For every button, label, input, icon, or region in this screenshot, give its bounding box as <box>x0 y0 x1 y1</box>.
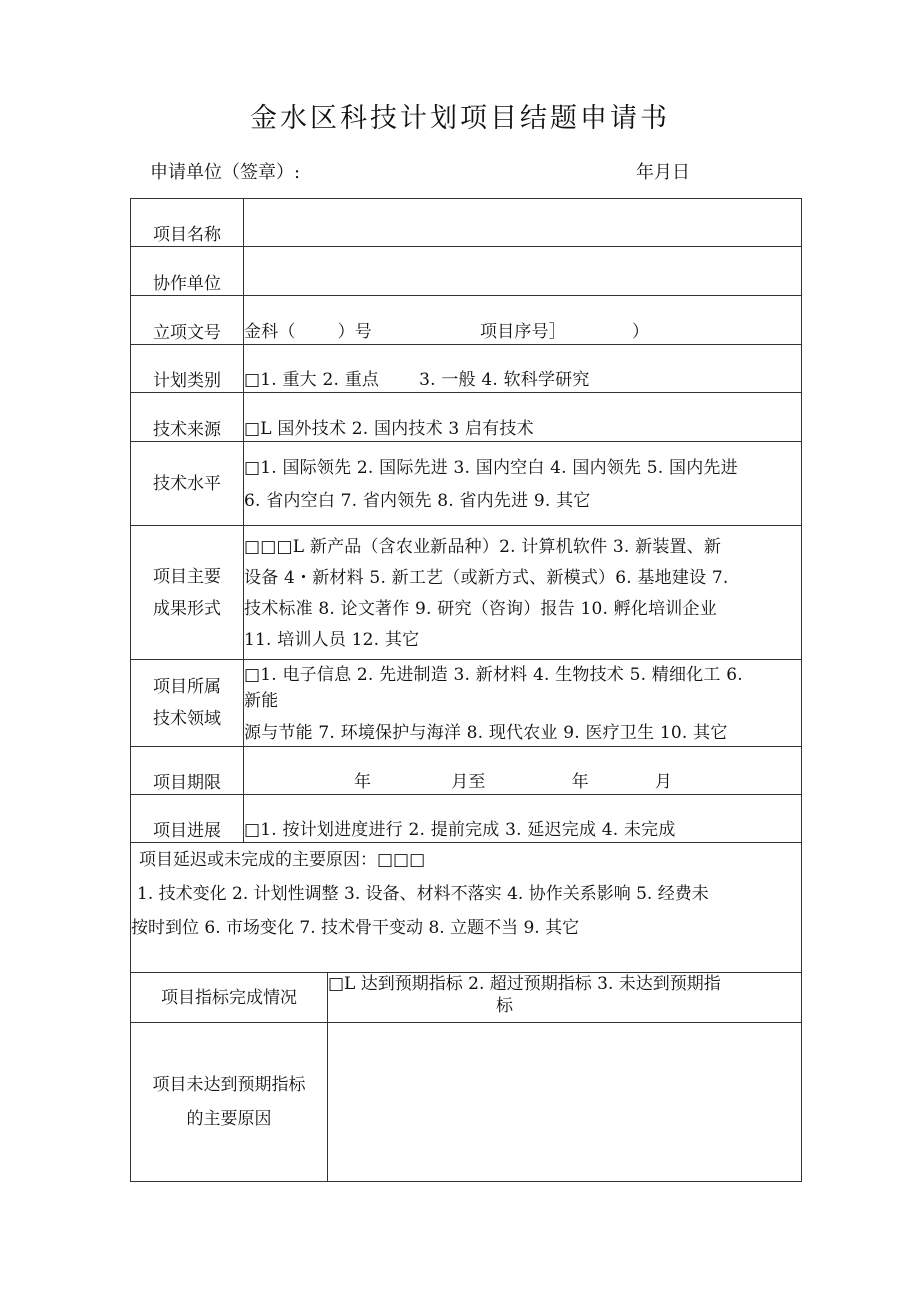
label-project-name: 项目名称 <box>131 199 244 247</box>
field-tech-field[interactable] <box>244 660 802 747</box>
label-indicator: 项目指标完成情况 <box>131 973 328 1023</box>
main-results-line4: 11. 培训人员 12. 其它 <box>244 630 420 650</box>
row-main-results <box>131 526 802 660</box>
label-unmet-reason <box>131 1023 328 1182</box>
row-tech-field <box>131 660 802 747</box>
label-approval-no: 立项文号 <box>131 296 244 345</box>
field-plan-category[interactable]: □1. 重大 2. 重点 3. 一般 4. 软科学研究 <box>244 345 802 393</box>
tech-field-label-2: 技术领域 <box>153 709 221 729</box>
period-month2: 月 <box>654 772 673 792</box>
row-plan-category <box>131 345 802 393</box>
row-indicator <box>131 973 802 1023</box>
delay-reason-line2: 按时到位 6. 市场变化 7. 技术骨干变动 8. 立题不当 9. 其它 <box>131 918 580 938</box>
indicator-line1: □L 达到预期指标 2. 超过预期指标 3. 未达到预期指 <box>328 974 721 994</box>
approval-part2: ）号 <box>337 322 373 342</box>
approval-part3: 项目序号］ <box>480 322 567 342</box>
date-label: 年月日 <box>636 162 690 183</box>
applicant-label: 申请单位（签章）: <box>150 162 301 183</box>
label-tech-field <box>131 660 244 747</box>
row-progress <box>131 795 802 843</box>
row-approval-no <box>131 296 802 345</box>
field-cooperator[interactable] <box>244 247 802 296</box>
indicator-line2: 标 <box>496 996 513 1016</box>
delay-reason-heading: 项目延迟或未完成的主要原因：□□□ <box>139 850 426 870</box>
field-unmet-reason[interactable] <box>328 1023 802 1182</box>
main-results-label-2: 成果形式 <box>153 598 221 619</box>
tech-field-line1: □1. 电子信息 2. 先进制造 3. 新材料 4. 生物技术 5. 精细化工 6. <box>244 665 743 685</box>
row-unmet-reason <box>131 1023 802 1182</box>
period-year2: 年 <box>571 772 589 792</box>
label-tech-source: 技术来源 <box>131 393 244 442</box>
field-indicator[interactable] <box>328 973 802 1023</box>
field-main-results[interactable] <box>244 526 802 660</box>
tech-field-line2: 新能 <box>244 691 279 711</box>
field-tech-level[interactable] <box>244 442 802 526</box>
application-form-table <box>130 198 802 1182</box>
main-results-label-1: 项目主要 <box>153 566 221 587</box>
unmet-reason-label-1: 项目未达到预期指标 <box>152 1075 306 1095</box>
field-delay-reason[interactable] <box>131 843 802 973</box>
row-delay-reason <box>131 843 802 973</box>
row-cooperator <box>131 247 802 296</box>
label-main-results <box>131 526 244 660</box>
delay-reason-line1: 1. 技术变化 2. 计划性调整 3. 设备、材料不落实 4. 协作关系影响 5. 经费未 <box>137 884 709 904</box>
page-title: 金水区科技计划项目结题申请书 <box>250 103 670 134</box>
period-year1: 年 <box>354 772 372 792</box>
field-progress[interactable]: □1. 按计划进度进行 2. 提前完成 3. 延迟完成 4. 未完成 <box>244 795 802 843</box>
label-plan-category: 计划类别 <box>131 345 244 393</box>
approval-part4: ） <box>632 322 650 342</box>
label-tech-level: 技术水平 <box>131 442 244 526</box>
label-period: 项目期限 <box>131 747 244 795</box>
row-tech-level <box>131 442 802 526</box>
field-approval-no[interactable] <box>244 296 802 345</box>
label-progress: 项目进展 <box>131 795 244 843</box>
row-period <box>131 747 802 795</box>
field-project-name[interactable] <box>244 199 802 247</box>
approval-part1: 金科（ <box>244 322 296 342</box>
tech-level-line1: □1. 国际领先 2. 国际先进 3. 国内空白 4. 国内领先 5. 国内先进 <box>244 458 738 478</box>
main-results-line2: 设备 4・新材料 5. 新工艺（或新方式、新模式）6. 基地建设 7. <box>244 568 729 588</box>
main-results-line1: □□□L 新产品（含农业新品种）2. 计算机软件 3. 新装置、新 <box>244 537 722 557</box>
tech-field-line3: 源与节能 7. 环境保护与海洋 8. 现代农业 9. 医疗卫生 10. 其它 <box>244 723 728 743</box>
row-tech-source <box>131 393 802 442</box>
period-month-to: 月至 <box>451 772 486 792</box>
field-tech-source[interactable]: □L 国外技术 2. 国内技术 3 启有技术 <box>244 393 802 442</box>
row-project-name <box>131 199 802 247</box>
label-cooperator: 协作单位 <box>131 247 244 296</box>
tech-level-line2: 6. 省内空白 7. 省内领先 8. 省内先进 9. 其它 <box>244 491 591 511</box>
main-results-line3: 技术标准 8. 论文著作 9. 研究（咨询）报告 10. 孵化培训企业 <box>244 599 717 619</box>
field-period[interactable] <box>244 747 802 795</box>
unmet-reason-label-2: 的主要原因 <box>186 1109 272 1129</box>
tech-field-label-1: 项目所属 <box>153 677 221 697</box>
